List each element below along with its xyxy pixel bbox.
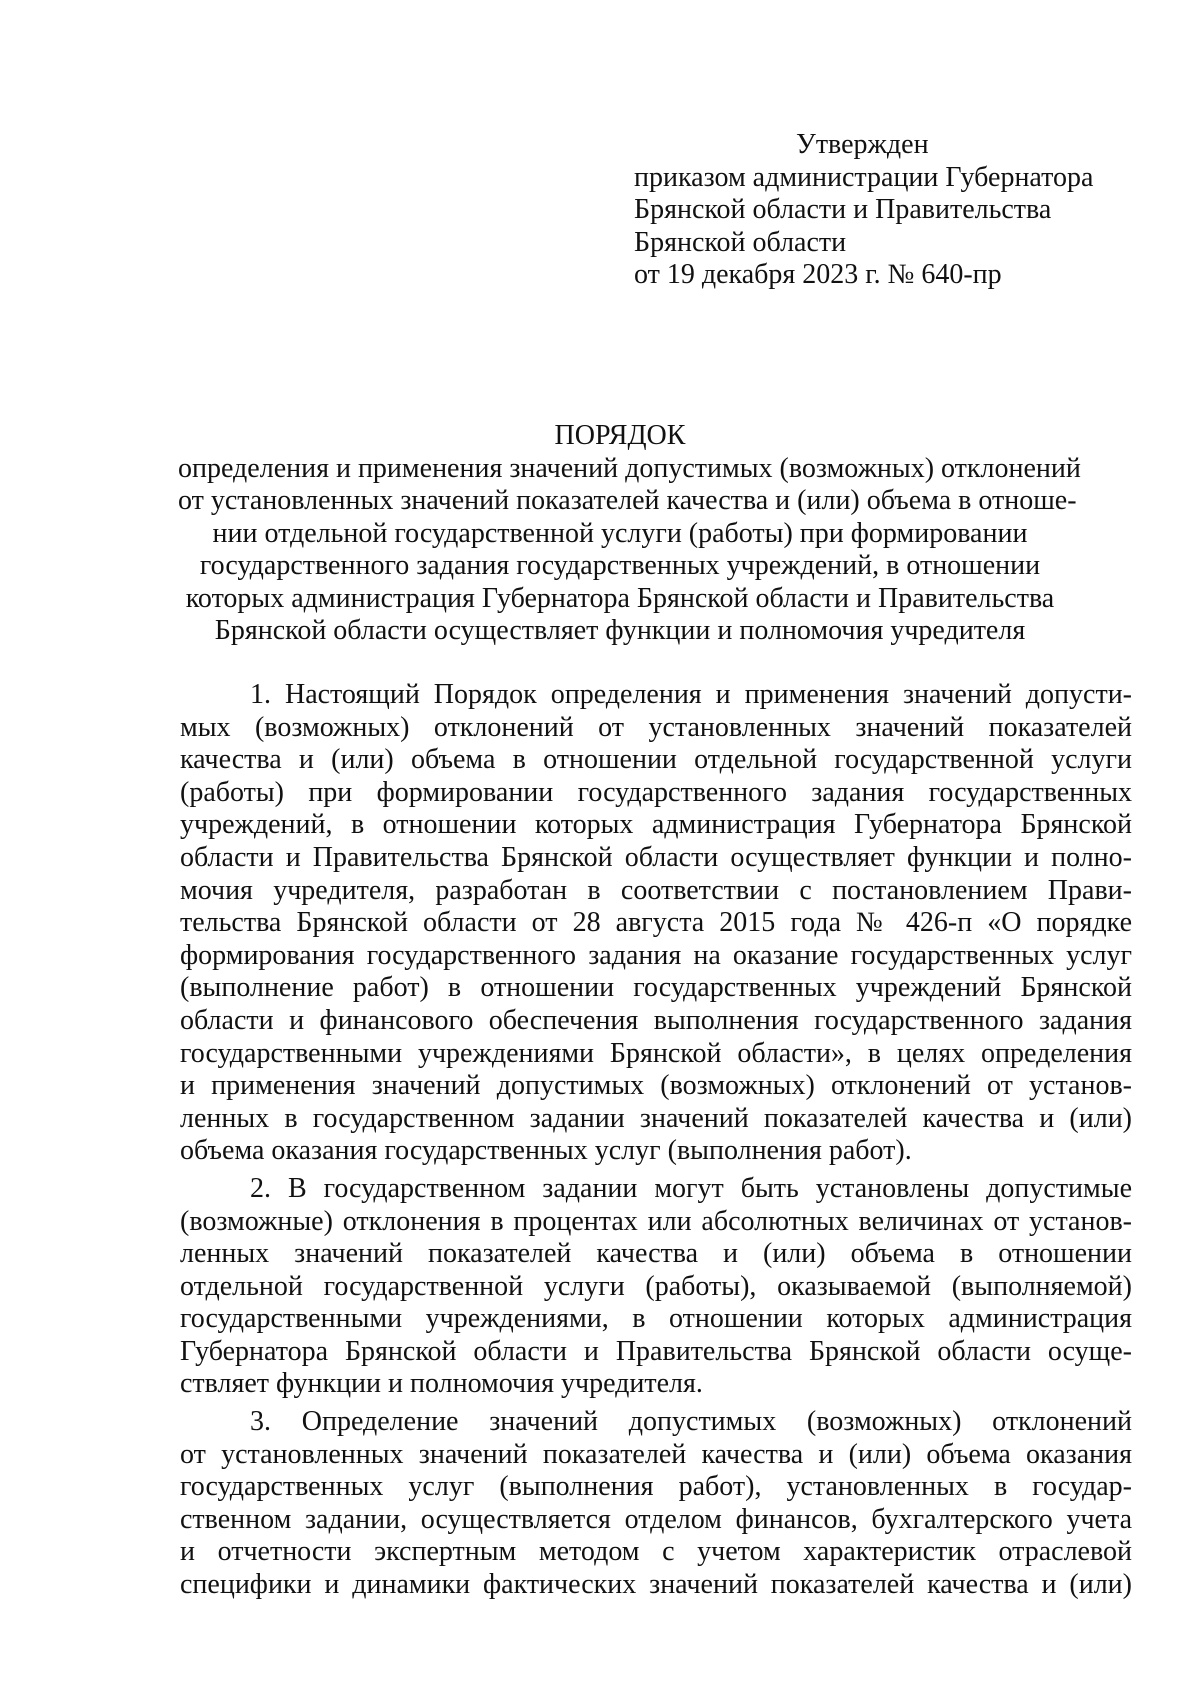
paragraph-line: ствляет функции и полномочия учредителя. bbox=[180, 1368, 703, 1400]
approval-line: Брянской области и Правительства bbox=[634, 194, 1052, 225]
paragraph-1 bbox=[180, 679, 1132, 1168]
title-line: определения и применения значений допустимых (возможных) отклонений bbox=[178, 452, 1081, 484]
title-line: которых администрация Губернатора Брянской области и Правительства bbox=[185, 582, 1055, 614]
title-line: нии отдельной государственной услуги (работы) при формировании bbox=[212, 517, 1028, 549]
paragraph-line: области и финансового обеспечения выполнения государственного задания bbox=[180, 1004, 1132, 1036]
paragraph-line: государственными учреждениями, в отношении которых администрация bbox=[180, 1303, 1132, 1335]
paragraph-line: (выполнение работ) в отношении государственных учреждений Брянской bbox=[180, 972, 1132, 1004]
document-title bbox=[178, 420, 1081, 648]
paragraph-line: от установленных значений показателей качества и (или) объема оказания bbox=[180, 1438, 1132, 1470]
paragraph-line: ственном задании, осуществляется отделом финансов, бухгалтерского учета bbox=[180, 1503, 1132, 1535]
paragraph-line: ленных значений показателей качества и (или) объема в отношении bbox=[180, 1238, 1132, 1270]
approval-line: Брянской области bbox=[634, 226, 847, 258]
document-body bbox=[180, 679, 1132, 1607]
title-line: государственного задания государственных учреждений, в отношении bbox=[199, 550, 1041, 581]
paragraph-line: специфики и динамики фактических значений показателей качества и (или) bbox=[180, 1569, 1132, 1601]
paragraph-line: ленных в государственном задании значений показателей качества и (или) bbox=[180, 1102, 1132, 1134]
approval-line: приказом администрации Губернатора bbox=[634, 161, 1094, 193]
paragraph-line: 3. Определение значений допустимых (возможных) отклонений bbox=[250, 1406, 1132, 1438]
title-heading: ПОРЯДОК bbox=[554, 420, 686, 451]
title-line: Брянской области осуществляет функции и полномочия учредителя bbox=[214, 615, 1026, 646]
paragraph-line: 2. В государственном задании могут быть установлены допустимые bbox=[250, 1172, 1132, 1204]
approval-stamp bbox=[634, 129, 1154, 292]
paragraph-line: государственными учреждениями Брянской области», в целях определения bbox=[180, 1037, 1132, 1069]
paragraph-line: и отчетности экспертным методом с учетом характеристик отраслевой bbox=[180, 1536, 1132, 1568]
paragraph-line: мых (возможных) отклонений от установленных значений показателей bbox=[180, 711, 1132, 743]
approval-line: Утвержден bbox=[796, 129, 929, 160]
paragraph-line: (возможные) отклонения в процентах или абсолютных величинах от установ- bbox=[180, 1205, 1132, 1237]
paragraph-2 bbox=[180, 1173, 1132, 1401]
approval-line: от 19 декабря 2023 г. № 640-пр bbox=[634, 259, 1002, 290]
paragraph-line: мочия учредителя, разработан в соответствии с постановлением Прави- bbox=[180, 874, 1132, 906]
paragraph-line: формирования государственного задания на оказание государственных услуг bbox=[180, 939, 1132, 971]
title-line: от установленных значений показателей качества и (или) объема в отноше- bbox=[178, 485, 1077, 516]
paragraph-line: 1. Настоящий Порядок определения и применения значений допусти- bbox=[250, 679, 1132, 710]
paragraph-line: учреждений, в отношении которых администрация Губернатора Брянской bbox=[180, 809, 1132, 841]
paragraph-line: (работы) при формировании государственного задания государственных bbox=[180, 776, 1132, 808]
paragraph-line: области и Правительства Брянской области осуществляет функции и полно- bbox=[180, 841, 1132, 873]
paragraph-line: государственных услуг (выполнения работ), установленных в государ- bbox=[180, 1471, 1132, 1503]
paragraph-line: Губернатора Брянской области и Правительства Брянской области осуще- bbox=[180, 1335, 1132, 1367]
paragraph-3 bbox=[180, 1406, 1132, 1602]
paragraph-line: отдельной государственной услуги (работы), оказываемой (выполняемой) bbox=[180, 1270, 1132, 1302]
paragraph-line: качества и (или) объема в отношении отдельной государственной услуги bbox=[180, 744, 1132, 776]
paragraph-line: объема оказания государственных услуг (выполнения работ). bbox=[180, 1135, 912, 1167]
paragraph-line: и применения значений допустимых (возможных) отклонений от установ- bbox=[180, 1070, 1132, 1102]
paragraph-line: тельства Брянской области от 28 августа 2015 года № 426-п «О порядке bbox=[180, 907, 1132, 939]
